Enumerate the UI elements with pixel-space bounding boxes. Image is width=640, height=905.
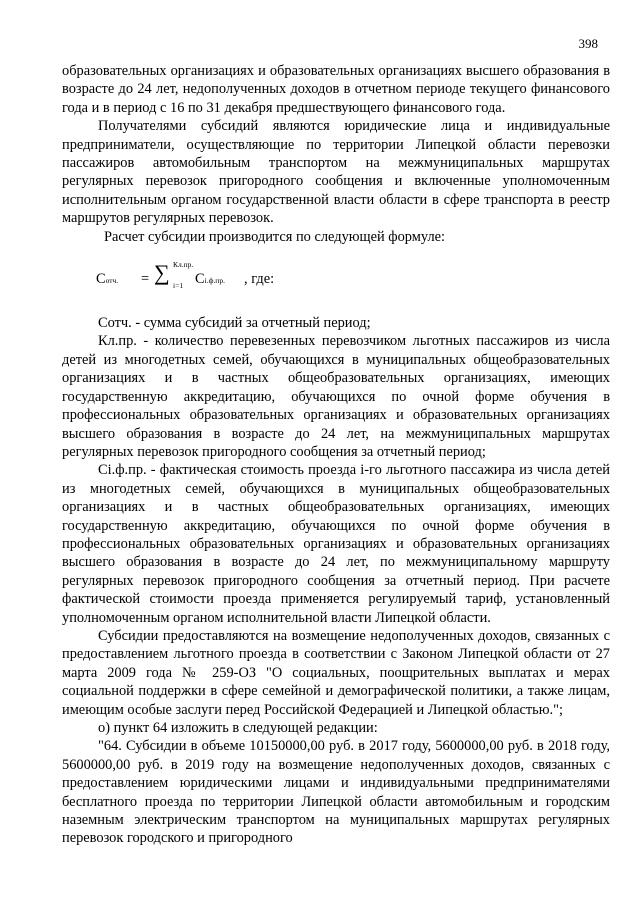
subsidy-formula (96, 260, 610, 291)
formula-term-subscript: i.ф.пр. (204, 276, 225, 286)
sum-upper-limit: Кл.пр. (173, 260, 194, 270)
paragraph-formula-intro: Расчет субсидии производится по следующей формуле: (104, 228, 446, 245)
paragraph-item-o: о) пункт 64 изложить в следующей редакции: (98, 720, 378, 736)
sum-lower-limit: i=1 (173, 281, 184, 291)
definition-ci-f-pr: Сi.ф.пр. - фактическая стоимость проезда i-го льготного пассажира из числа детей из многодетных семей, обучающихся в муниципальных общеобразовательных организациях и в частных общеобразовательных организациях, имеющих государственную аккредитацию, обучающихся по очной форме обучения в профессиональных образовательных организациях и образовательных организациях высшего образования в возрасте до 24 лет, по межмуниципальному маршруту регулярных перевозок пригородного сообщения за отчетный период. При расчете фактической стоимости проезда применяется регулируемый тариф, установленный уполномоченным органом исполнительной власти Липецкой области. (62, 462, 610, 626)
page-number: 398 (578, 36, 598, 51)
definition-sotch: Сотч. - сумма субсидий за отчетный период; (98, 315, 371, 332)
paragraph-recipients: Получателями субсидий являются юридические лица и индивидуальные предприниматели, осуществляющие по территории Липецкой области перевозки пассажиров автомобильным транспортом на межмуниципальных маршрутах регулярных перевозок пригородного сообщения и включенные уполномоченным исполнительным органом государственной власти области в сфере транспорта в реестр маршрутов регулярных перевозок. (62, 118, 610, 227)
paragraph-continuation: образовательных организациях и образовательных организациях высшего образования в возрасте до 24 лет, недополученных доходов в отчетном периоде текущего финансового года и в период с 16 по 31 декабря предшествующего финансового года. (62, 63, 610, 116)
document-body (62, 62, 610, 848)
formula-suffix: , где: (244, 271, 275, 288)
paragraph-item-64: "64. Субсидии в объеме 10150000,00 руб. в 2017 году, 5600000,00 руб. в 2018 году, 5600000,00 руб. в 2019 году на возмещение недополученных доходов, связанных с предоставлением юридическими лицами и индивидуальными предпринимателями бесплатного проезда по территории Липецкой области автомобильным и городским наземным электрическим транспортом на муниципальных маршрутах регулярных перевозок городского и пригородного (62, 738, 610, 847)
definition-kl-pr: Кл.пр. - количество перевезенных перевозчиком льготных пассажиров из числа детей из многодетных семей, обучающихся в муниципальных общеобразовательных организациях и в частных общеобразовательных организациях, имеющих государственную аккредитацию, обучающихся по очной форме обучения в профессиональных образовательных организациях и образовательных организациях высшего образования в возрасте до 24 лет, на межмуниципальных маршрутах регулярных перевозок пригородного сообщения за отчетный период; (62, 333, 610, 460)
sigma-symbol: ∑ (154, 260, 170, 286)
formula-term: Сi.ф.пр. (195, 271, 225, 288)
formula-lhs-subscript: отч. (105, 276, 119, 286)
paragraph-subsidies-purpose: Субсидии предоставляются на возмещение недополученных доходов, связанных с предоставлением льготного проезда в соответствии с Законом Липецкой области от 27 марта 2009 года № 259-ОЗ "О социальных, поощрительных выплатах и мерах социальной поддержки в сфере семейной и демографической политики, а также лицам, имеющим особые заслуги перед Российской Федерацией и Липецкой областью."; (62, 627, 610, 718)
formula-equals: = (141, 271, 150, 288)
formula-lhs: Сотч. (96, 271, 119, 288)
